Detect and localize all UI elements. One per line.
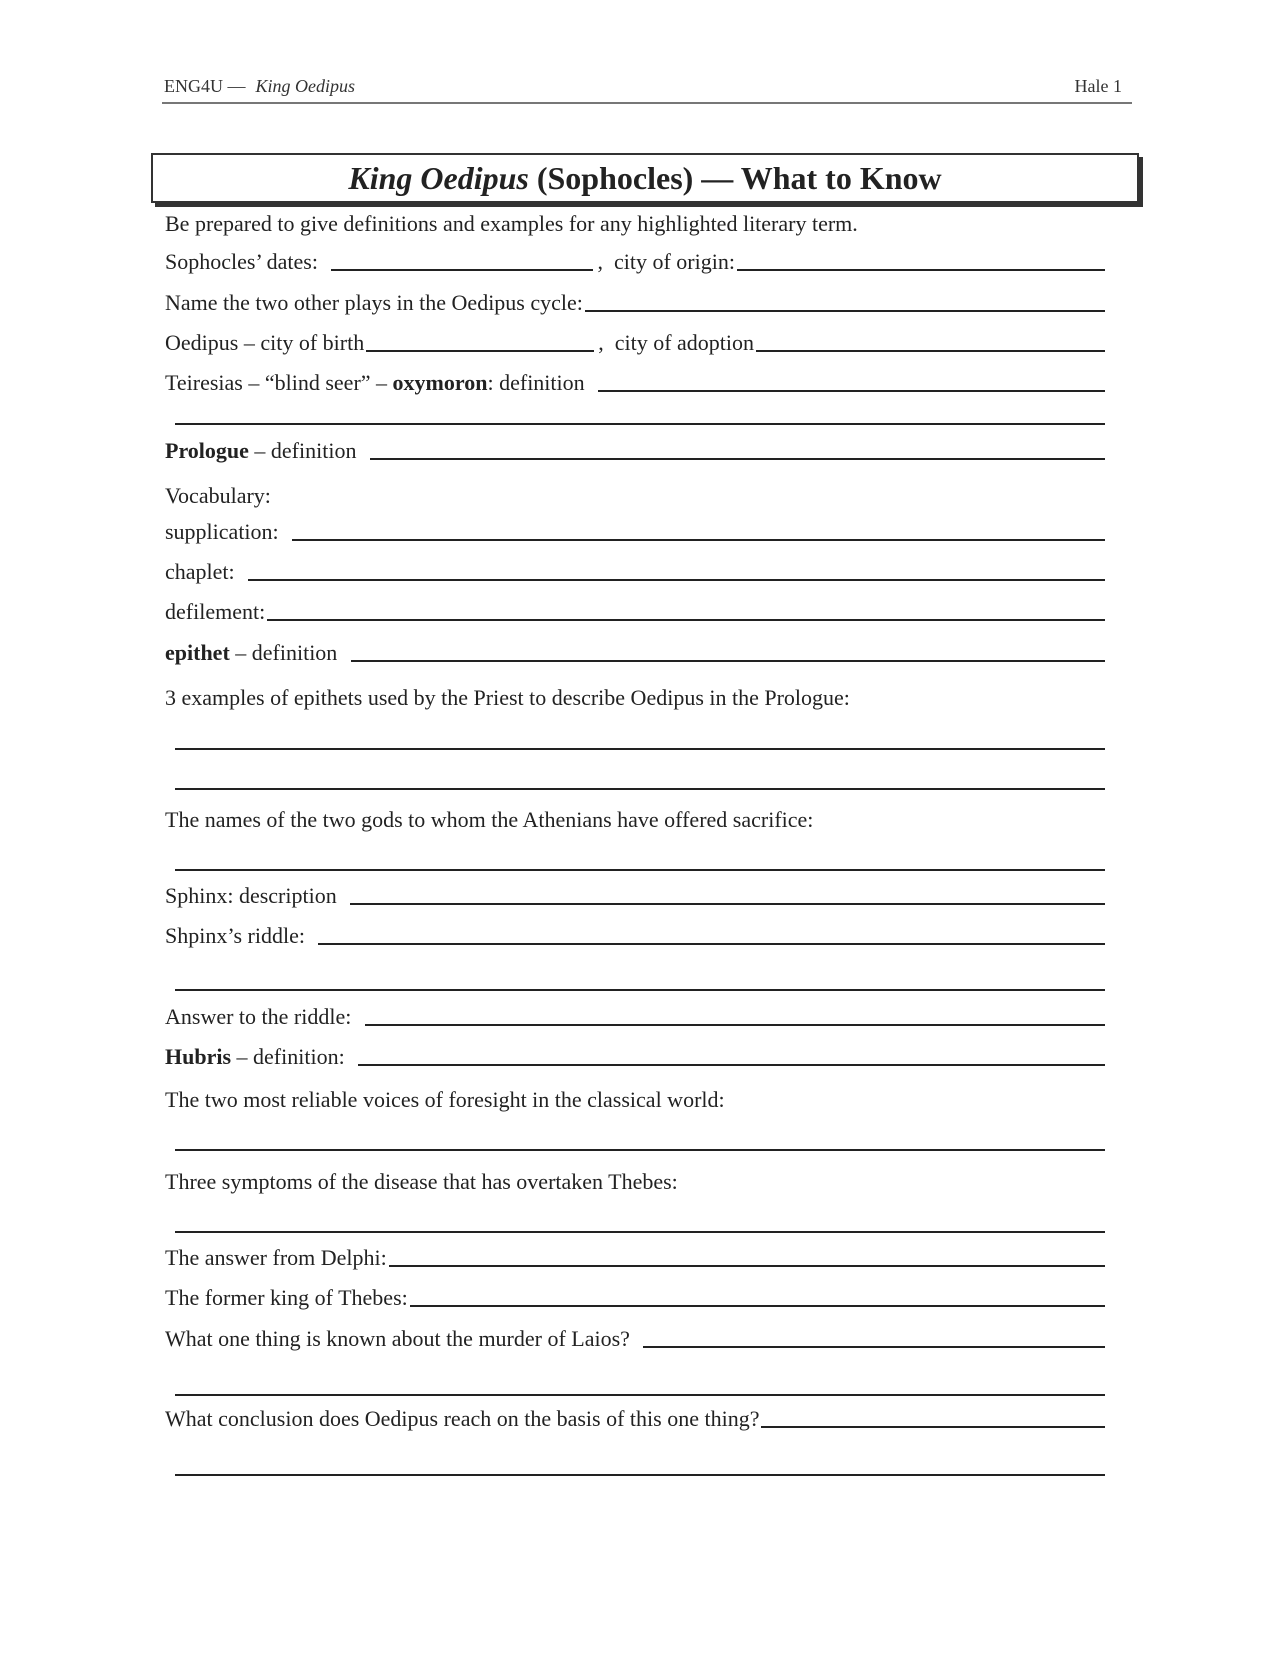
epithet-blank[interactable] — [351, 660, 1105, 662]
prologue-label — [165, 439, 362, 463]
dates-blank[interactable] — [331, 269, 593, 271]
defilement-row — [165, 594, 1105, 624]
teiresias-row — [165, 365, 1105, 395]
answer-line[interactable] — [175, 1474, 1105, 1476]
teiresias-text: Teiresias – “blind seer” – — [165, 370, 393, 395]
plays-label: Name the two other plays in the Oedipus cycle: — [165, 290, 583, 315]
murder-label: What one thing is known about the murder of Laios? — [165, 1326, 636, 1351]
former-king-blank[interactable] — [410, 1305, 1105, 1307]
prologue-blank[interactable] — [370, 458, 1105, 460]
worksheet-title — [151, 153, 1139, 203]
epithet-label — [165, 641, 343, 665]
conclusion-blank[interactable] — [761, 1426, 1105, 1428]
epithet-examples-question: 3 examples of epithets used by the Priest to describe Oedipus in the Prologue: — [165, 685, 850, 710]
course-code: ENG4U — — [164, 76, 246, 96]
delphi-row — [165, 1240, 1105, 1270]
epithet-definition-label: – definition — [229, 640, 343, 665]
birth-row — [165, 325, 1105, 355]
prologue-row — [165, 433, 1105, 463]
chaplet-label: chaplet: — [165, 559, 241, 584]
birth-sep: , — [598, 330, 615, 355]
sphinx-row — [165, 878, 1105, 908]
supplication-label: supplication: — [165, 519, 285, 544]
birth-label: Oedipus – city of birth — [165, 330, 365, 355]
answer-line[interactable] — [175, 788, 1105, 790]
page-header — [162, 74, 1132, 104]
adoption-label: city of adoption — [614, 330, 755, 355]
dates-row — [165, 244, 1105, 274]
former-king-label: The former king of Thebes: — [165, 1285, 408, 1310]
riddle-label: Shpinx’s riddle: — [165, 923, 311, 948]
murder-blank[interactable] — [643, 1346, 1105, 1348]
hubris-definition-label: – definition: — [231, 1044, 351, 1069]
supplication-row — [165, 514, 1105, 544]
birth-blank[interactable] — [366, 350, 594, 352]
origin-blank[interactable] — [737, 269, 1105, 271]
origin-label: city of origin: — [613, 249, 735, 274]
answer-line[interactable] — [175, 1231, 1105, 1233]
delphi-label: The answer from Delphi: — [165, 1245, 387, 1270]
prologue-term: Prologue — [165, 438, 249, 463]
answer-label: Answer to the riddle: — [165, 1004, 357, 1029]
answer-line[interactable] — [175, 1149, 1105, 1151]
answer-row — [165, 999, 1105, 1029]
delphi-blank[interactable] — [389, 1265, 1105, 1267]
chaplet-row — [165, 554, 1105, 584]
dates-sep: , — [597, 249, 614, 274]
answer-line[interactable] — [175, 423, 1105, 425]
answer-line[interactable] — [175, 989, 1105, 991]
sphinx-label: Sphinx: description — [165, 883, 343, 908]
teiresias-label — [165, 371, 590, 395]
sphinx-blank[interactable] — [350, 903, 1105, 905]
answer-line[interactable] — [175, 869, 1105, 871]
work-title: King Oedipus — [255, 76, 356, 96]
chaplet-blank[interactable] — [248, 579, 1105, 581]
answer-line[interactable] — [175, 748, 1105, 750]
dates-label: Sophocles’ dates: — [165, 249, 324, 274]
plays-blank[interactable] — [585, 310, 1105, 312]
intro-text: Be prepared to give definitions and examples for any highlighted literary term. — [165, 211, 858, 236]
conclusion-label: What conclusion does Oedipus reach on the basis of this one thing? — [165, 1406, 760, 1431]
defilement-label: defilement: — [165, 599, 266, 624]
conclusion-row — [165, 1401, 1105, 1431]
supplication-blank[interactable] — [292, 539, 1105, 541]
header-page: Hale 1 — [1074, 76, 1122, 96]
epithet-row — [165, 635, 1105, 665]
former-king-row — [165, 1280, 1105, 1310]
hubris-label — [165, 1045, 350, 1069]
prologue-definition-label: – definition — [248, 438, 362, 463]
answer-line[interactable] — [175, 1394, 1105, 1396]
hubris-blank[interactable] — [358, 1064, 1105, 1066]
hubris-term: Hubris — [165, 1044, 232, 1069]
header-course — [164, 76, 355, 97]
epithet-term: epithet — [165, 640, 230, 665]
riddle-row — [165, 918, 1105, 948]
title-italic: King Oedipus — [348, 160, 529, 196]
vocabulary-heading: Vocabulary: — [165, 483, 271, 508]
plays-row — [165, 285, 1105, 315]
defilement-blank[interactable] — [267, 619, 1105, 621]
symptoms-question: Three symptoms of the disease that has overtaken Thebes: — [165, 1169, 678, 1194]
voices-question: The two most reliable voices of foresight in the classical world: — [165, 1087, 725, 1112]
oxymoron-blank[interactable] — [598, 390, 1105, 392]
hubris-row — [165, 1039, 1105, 1069]
oxymoron-term: oxymoron — [392, 370, 488, 395]
riddle-blank[interactable] — [318, 943, 1105, 945]
murder-row — [165, 1321, 1105, 1351]
gods-question: The names of the two gods to whom the Athenians have offered sacrifice: — [165, 807, 814, 832]
answer-blank[interactable] — [365, 1024, 1105, 1026]
title-rest: (Sophocles) — What to Know — [528, 160, 942, 196]
teiresias-definition-label: : definition — [487, 370, 591, 395]
adoption-blank[interactable] — [756, 350, 1105, 352]
